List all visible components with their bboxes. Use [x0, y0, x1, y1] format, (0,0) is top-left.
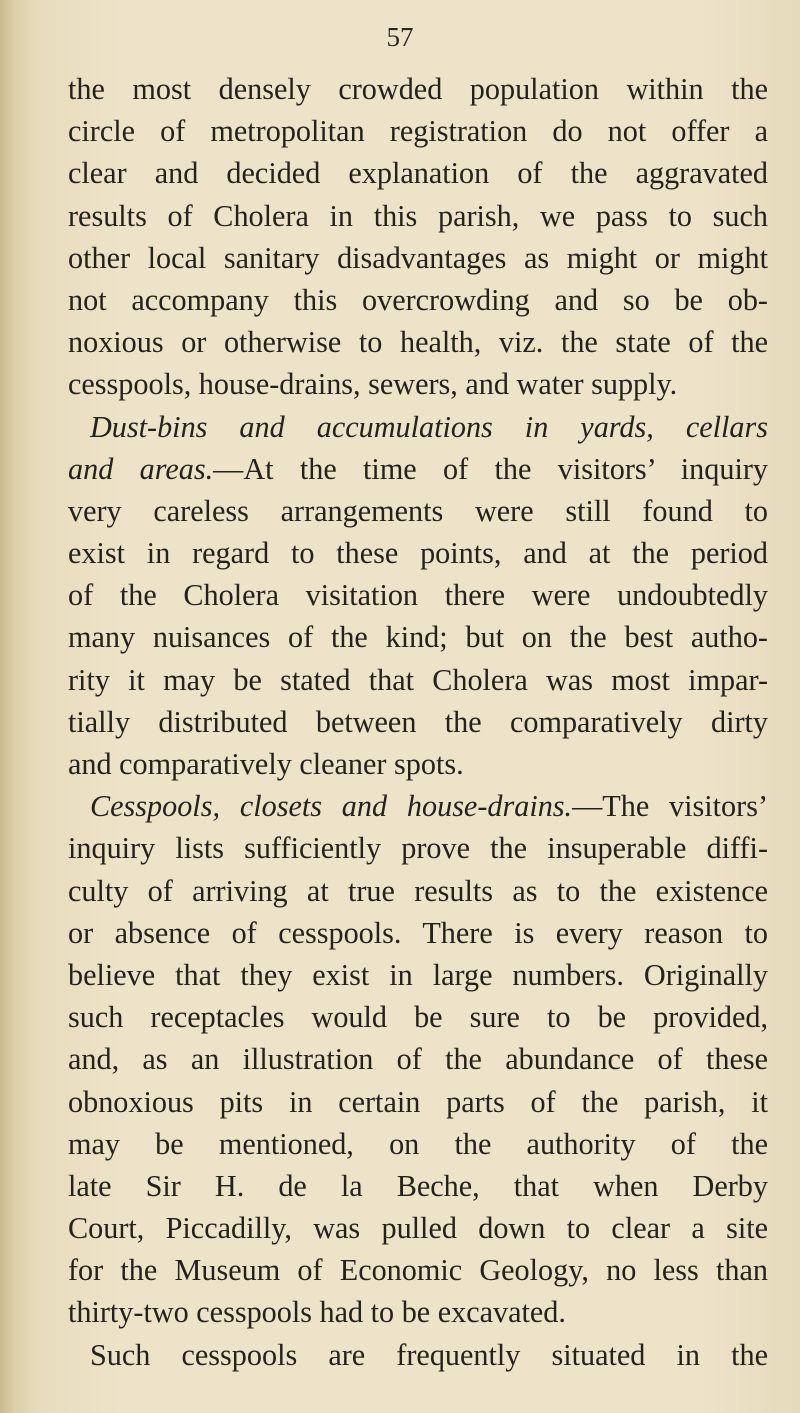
text-line	[68, 574, 768, 616]
line-text: not accompany this overcrowding and so be ob-	[68, 282, 768, 317]
line-text: exist in regard to these points, and at the period	[68, 536, 768, 571]
line-text: rity it may be stated that Cholera was most impar-	[68, 662, 768, 697]
text-line	[68, 448, 768, 490]
line-text: circle of metropolitan registration do not offer a	[68, 114, 768, 149]
text-line	[68, 279, 768, 321]
line-text: of the Cholera visitation there were undoubtedly	[68, 578, 768, 613]
line-text: —The visitors’	[572, 789, 769, 824]
line-text: may be mentioned, on the authority of the	[68, 1126, 768, 1161]
text-line	[68, 363, 768, 405]
text-line	[68, 743, 768, 785]
text-line	[68, 110, 768, 152]
text-line	[68, 195, 768, 237]
line-text: and comparatively cleaner spots.	[68, 747, 464, 781]
text-line	[68, 1207, 768, 1249]
body-text	[68, 68, 768, 1376]
section-heading-text: Cesspools, closets and house-drains.	[90, 789, 573, 824]
text-line	[68, 954, 768, 996]
text-line	[68, 321, 768, 363]
text-line	[68, 827, 768, 869]
line-text: very careless arrangements were still found to	[68, 493, 768, 528]
line-text: other local sanitary disadvantages as might or might	[68, 240, 768, 275]
line-text: results of Cholera in this parish, we pass to such	[68, 198, 768, 233]
text-line	[68, 490, 768, 532]
line-text: many nuisances of the kind; but on the best autho-	[68, 620, 768, 655]
line-text: and, as an illustration of the abundance of these	[68, 1042, 768, 1077]
text-line	[68, 912, 768, 954]
line-text: thirty-two cesspools had to be excavated.	[68, 1295, 566, 1330]
line-text: believe that they exist in large numbers. Originally	[68, 957, 768, 992]
text-line	[68, 996, 768, 1038]
line-text: late Sir H. de la Beche, that when Derby	[68, 1168, 768, 1203]
text-line	[68, 1165, 768, 1207]
text-line	[68, 68, 768, 110]
text-line	[68, 616, 768, 658]
text-line	[68, 152, 768, 194]
line-text: —At the time of the visitors’ inquiry	[213, 451, 768, 486]
line-text: Such cesspools are frequently situated in the	[90, 1337, 768, 1372]
text-line	[68, 237, 768, 279]
text-line	[68, 1123, 768, 1165]
section-heading-text: Dust-bins and accumulations in yards, cellars	[90, 409, 768, 444]
text-line	[68, 1081, 768, 1123]
line-text: such receptacles would be sure to be provided,	[68, 1000, 768, 1035]
line-text: the most densely crowded population within the	[68, 72, 768, 106]
line-text: Court, Piccadilly, was pulled down to clear a site	[68, 1211, 768, 1246]
text-line	[68, 1038, 768, 1080]
text-line	[68, 870, 768, 912]
text-line	[68, 701, 768, 743]
text-line	[68, 1334, 768, 1376]
line-text: cesspools, house-drains, sewers, and water supply.	[68, 367, 678, 402]
line-text: inquiry lists sufficiently prove the insuperable diffi-	[68, 831, 768, 866]
section-heading-text: and areas.	[68, 451, 214, 486]
text-line	[68, 1249, 768, 1291]
line-text: or absence of cesspools. There is every reason to	[68, 915, 768, 950]
text-line	[68, 785, 768, 827]
line-text: for the Museum of Economic Geology, no less than	[68, 1253, 768, 1288]
line-text: obnoxious pits in certain parts of the parish, it	[68, 1084, 768, 1119]
line-text: clear and decided explanation of the aggravated	[68, 156, 768, 191]
page-number: 57	[386, 22, 414, 52]
line-text: tially distributed between the comparatively dirty	[68, 704, 768, 739]
text-line	[68, 532, 768, 574]
line-text: noxious or otherwise to health, viz. the state of the	[68, 325, 768, 360]
text-line	[68, 1291, 768, 1333]
line-text: culty of arriving at true results as to the existence	[68, 873, 768, 908]
text-line	[68, 406, 768, 448]
text-line	[68, 659, 768, 701]
